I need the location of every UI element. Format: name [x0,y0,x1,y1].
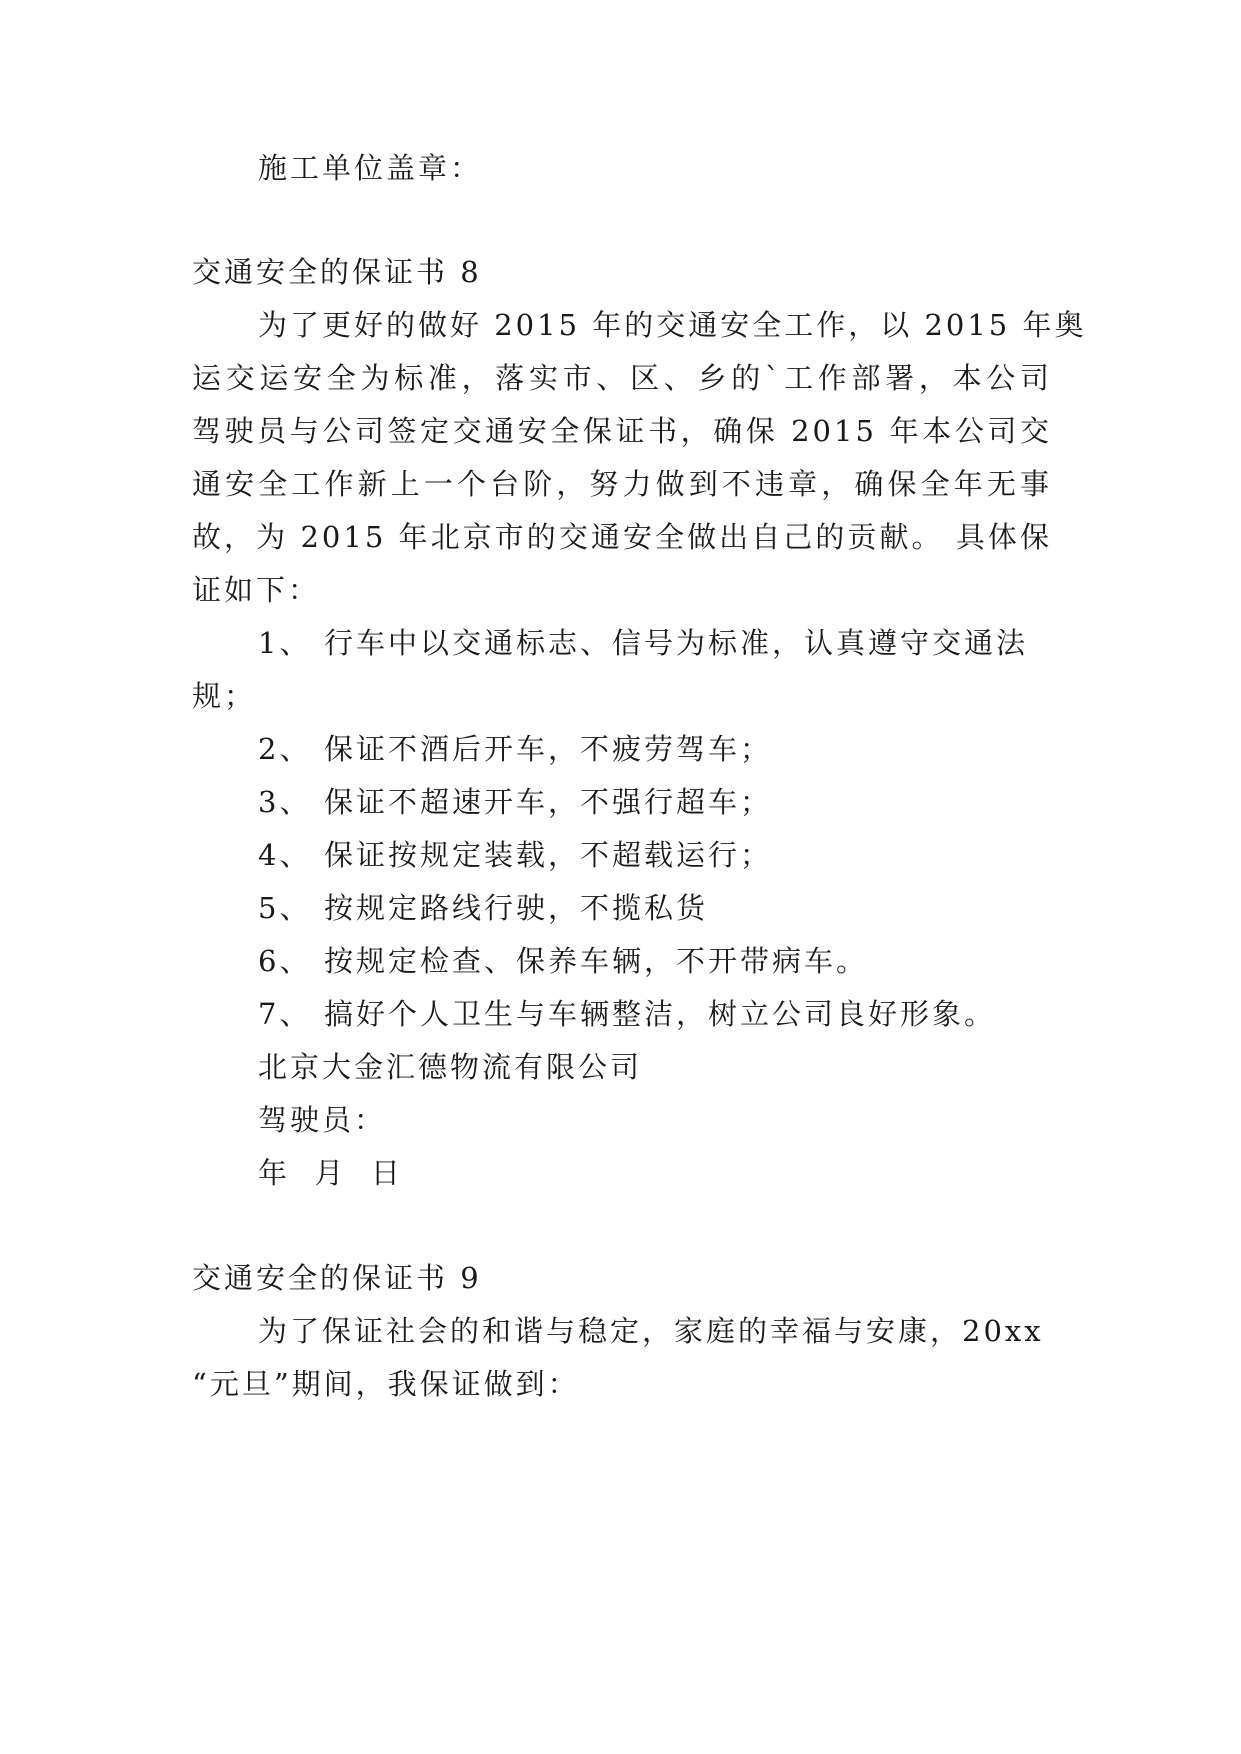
list-item-text: 按规定检查、保养车辆，不开带病车。 [324,944,869,978]
driver-label: 驾驶员： [258,1103,387,1137]
section-8-intro-line-4: 通安全工作新上一个台阶，努力做到不违章，确保全年无事 [192,467,1052,501]
list-item-number: 5、 [258,891,312,925]
list-item-text: 按规定路线行驶，不揽私货 [324,891,709,925]
list-item-number: 6、 [258,944,312,978]
section-8-intro-line-1: 为了更好的做好 2015 年的交通安全工作，以 2015 年奥 [258,308,1087,342]
date-line: 年 月 日 [258,1156,403,1190]
section-8-intro-line-2: 运交运安全为标准，落实市、区、乡的`工作部署，本公司 [192,361,1052,395]
list-item [258,623,1028,663]
section-8-intro-line-3: 驾驶员与公司签定交通安全保证书，确保 2015 年本公司交 [192,414,1052,448]
list-item-text: 保证不酒后开车，不疲劳驾车； [324,732,773,766]
section-8-intro-line-6: 证如下： [192,573,321,607]
list-item [258,835,772,875]
list-item-number: 3、 [258,785,312,819]
list-item-number: 4、 [258,838,312,872]
list-item-number: 1、 [258,626,312,660]
section-8-intro-line-5: 故，为 2015 年北京市的交通安全做出自己的贡献。 具体保 [192,520,1052,554]
section-8-title: 交通安全的保证书 8 [192,255,482,289]
list-item [258,888,708,928]
list-item-text: 保证不超速开车，不强行超车； [324,785,773,819]
list-item [258,729,772,769]
section-9-intro-line-1: 为了保证社会的和谐与稳定，家庭的幸福与安康，20xx [258,1314,1044,1348]
section-9-intro-line-2: “元旦”期间，我保证做到： [192,1367,580,1401]
list-item [258,782,772,822]
list-item-text: 保证按规定装载，不超载运行； [324,838,773,872]
list-item-number: 2、 [258,732,312,766]
list-item-number: 7、 [258,997,312,1031]
list-item [258,941,868,981]
seal-line: 施工单位盖章： [258,151,483,185]
list-item-continuation: 规； [192,679,257,713]
list-item [258,994,996,1034]
section-9-title: 交通安全的保证书 9 [192,1261,482,1295]
list-item-text: 搞好个人卫生与车辆整洁，树立公司良好形象。 [324,997,997,1031]
company-name: 北京大金汇德物流有限公司 [258,1050,643,1084]
list-item-text: 行车中以交通标志、信号为标准，认真遵守交通法 [324,626,1029,660]
